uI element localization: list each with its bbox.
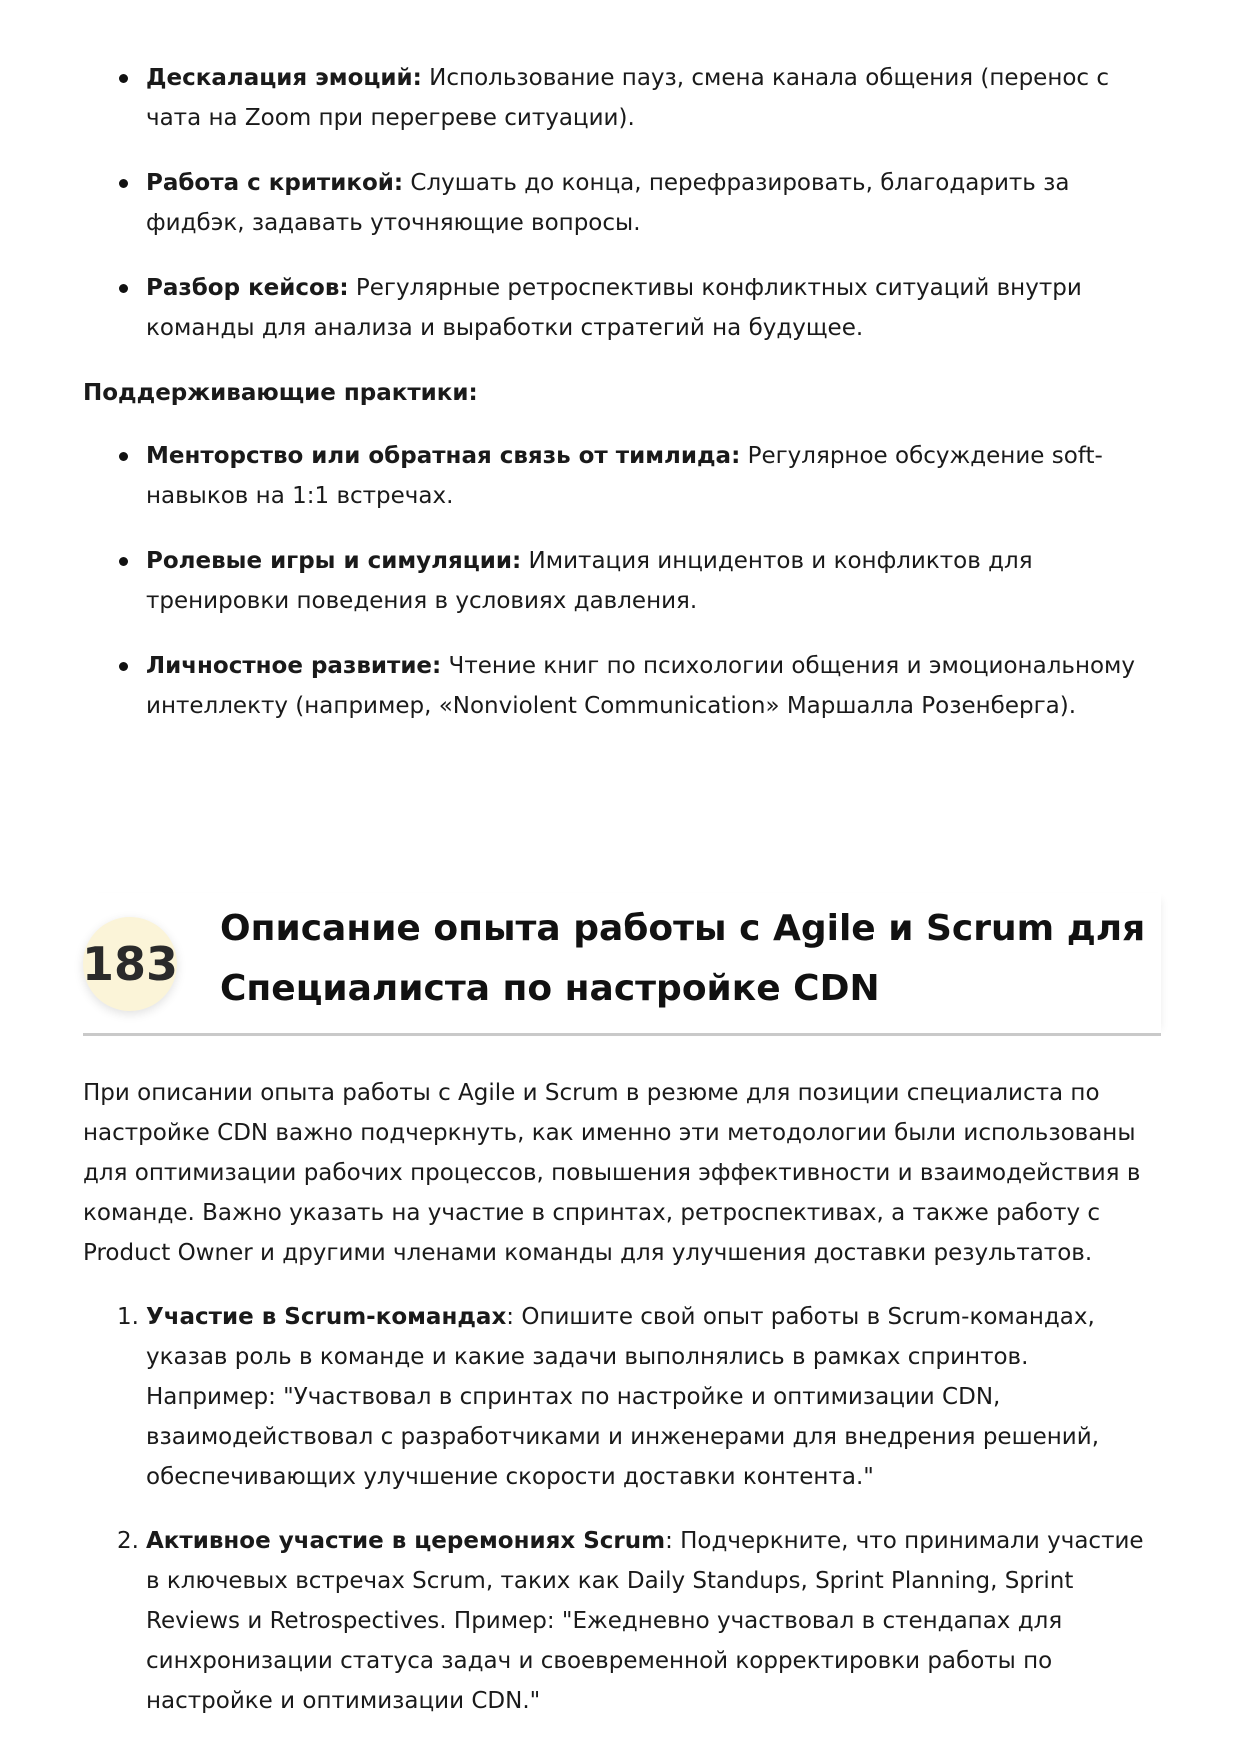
item-text: : Подчеркните, что принимали участие в ключевых встречах Scrum, таких как Daily Standups, Sprint Planning, Sprint Reviews и Retrospectives. Пример: "Ежедневно участвовал в стендапах для синхронизации статуса задач и своевременной корректировки работы по настройке и оптимизации CDN.": [146, 1528, 1144, 1714]
section-title: Описание опыта работы с Agile и Scrum для Специалиста по настройке CDN: [220, 908, 1146, 1009]
item-bold-lead: Дескалация эмоций:: [146, 65, 422, 91]
list-item: [83, 163, 1161, 243]
item-text: Использование пауз, смена канала общения (перенос с чата на Zoom при перегреве ситуации).: [146, 65, 1110, 131]
item-text: Регулярное обсуждение soft-навыков на 1:1 встречах.: [146, 443, 1103, 509]
list-item: [83, 541, 1161, 621]
item-number: 1.: [117, 1304, 139, 1330]
list-item: [83, 58, 1161, 138]
intro-paragraph: При описании опыта работы с Agile и Scrum в резюме для позиции специалиста по настройке CDN важно подчеркнуть, как именно эти методологии были использованы для оптимизации рабочих процессов, повышения эффективности и взаимодействия в команде. Важно указать на участие в спринтах, ретроспективах, а также работу с Product Owner и другими членами команды для улучшения доставки результатов.: [83, 1080, 1141, 1266]
section-body: [83, 1073, 1161, 1745]
support-bullet-list: [83, 436, 1161, 726]
item-text: Чтение книг по психологии общения и эмоциональному интеллекту (например, «Nonviolent Communication» Маршалла Розенберга).: [146, 653, 1136, 719]
item-bold-lead: Активное участие в церемониях Scrum: [146, 1528, 666, 1554]
top-bullet-list: [83, 58, 1161, 348]
section-header: [83, 893, 1161, 1036]
item-bold-lead: Работа с критикой:: [146, 170, 404, 196]
list-item: [83, 268, 1161, 348]
item-bold-lead: Менторство или обратная связь от тимлида:: [146, 443, 741, 469]
list-item: [83, 646, 1161, 726]
subheading: Поддерживающие практики:: [83, 380, 478, 406]
item-bold-lead: Участие в Scrum-командах: [146, 1304, 507, 1330]
list-item: [83, 436, 1161, 516]
item-text: : Опишите свой опыт работы в Scrum-командах, указав роль в команде и какие задачи выполнялись в рамках спринтов. Например: "Участвовал в спринтах по настройке и оптимизации CDN, взаимодействовал с разработчиками и инженерами для внедрения решений, обеспечивающих улучшение скорости доставки контента.": [146, 1304, 1100, 1490]
section-number-badge: 183: [83, 917, 177, 1011]
item-text: Слушать до конца, перефразировать, благодарить за фидбэк, задавать уточняющие вопросы.: [146, 170, 1070, 236]
item-bold-lead: Ролевые игры и симуляции:: [146, 548, 522, 574]
numbered-list: [83, 1297, 1161, 1721]
item-number: 2.: [117, 1528, 139, 1554]
list-item: [83, 1521, 1161, 1721]
item-text: Имитация инцидентов и конфликтов для тренировки поведения в условиях давления.: [146, 548, 1033, 614]
list-item: [83, 1297, 1161, 1497]
item-text: Регулярные ретроспективы конфликтных ситуаций внутри команды для анализа и выработки стратегий на будущее.: [146, 275, 1082, 341]
item-bold-lead: Личностное развитие:: [146, 653, 442, 679]
document-page: [83, 58, 1161, 751]
item-bold-lead: Разбор кейсов:: [146, 275, 349, 301]
